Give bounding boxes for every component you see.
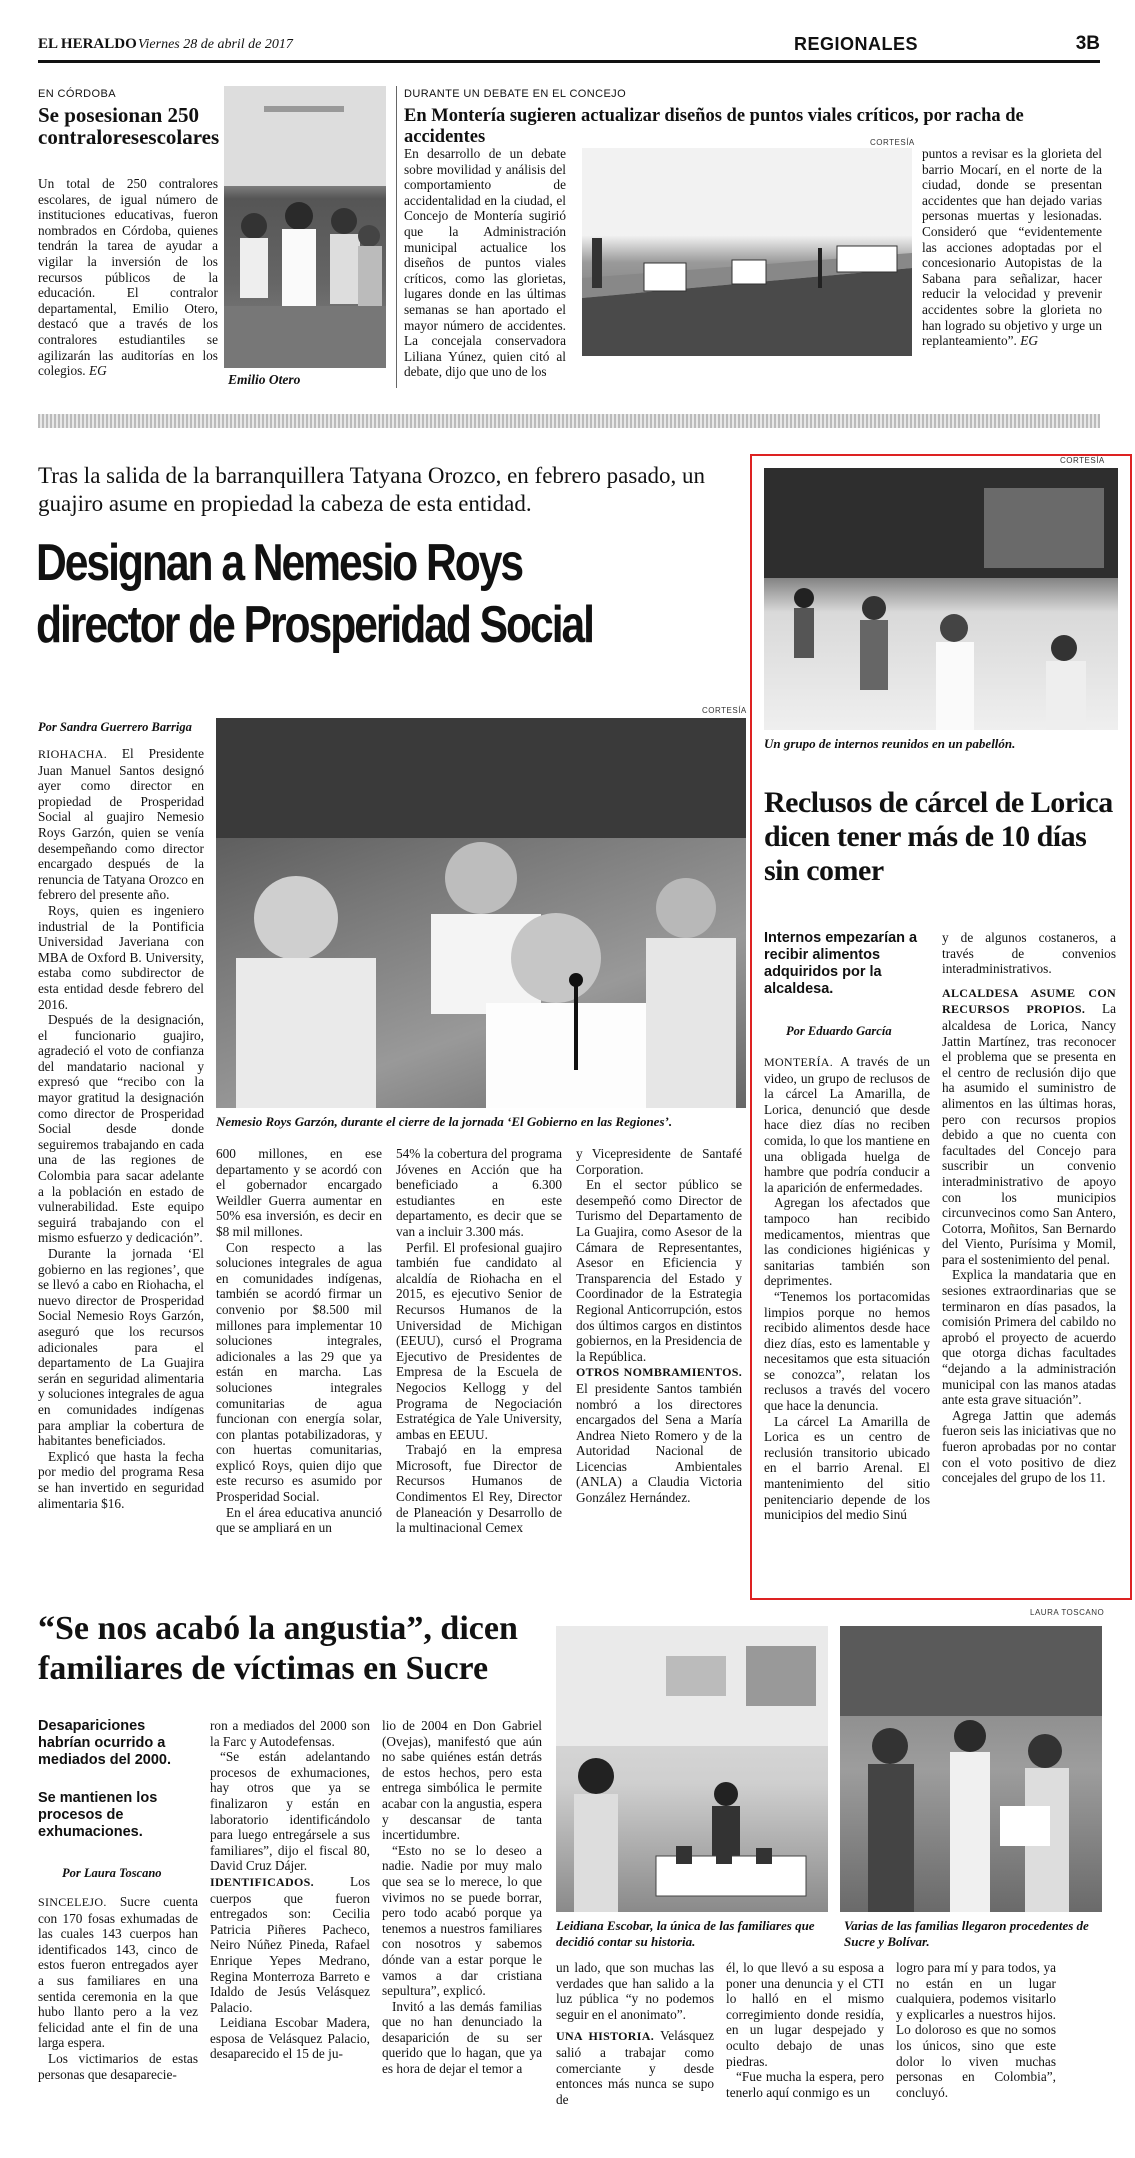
issue-date: Viernes 28 de abril de 2017 (138, 37, 293, 52)
lorica-col2: y de algunos costaneros, a través de convenios interadministrativos. ALCALDESA ASUME CON RECURSOS PROPIOS. La alcaldesa de Lorica, Nancy Jattin Martínez, tras reconocer el problema que se presenta en el centro de reclusión dijo que ha asumido el suministro de alimentos en las últimas horas, pero con recursos propios debido a que no cuenta con facultades del Concejo para suscribir un convenio interadministrativo de apoyo con los municipios circunvecinos como San Antero, Cotorra, Moñitos, San Bernardo del Viento, Purísima y Momil, para el sostenimiento del penal. Explica la mandataria que en sesiones extraordinarias que se terminaron en días pasados, la comisión Primera del cabildo no aprobó el proyecto de acuerdo que otorga dichas facultades “dejando a la administración municipal con las manos atadas ante esta grave situación”. Agrega Jattin que además fueron seis las iniciativas que no fueron aprobadas por no contar con el voto positivo de diez concejales del grupo de los 11. (942, 930, 1116, 1486)
roys-col1: RIOHACHA. El Presidente Juan Manuel Santos designó ayer como director en propiedad de Prosperidad Social al guajiro Nemesio Roys Garzón, quien se venía desempeñando como director encargado después de la renuncia de Tatyana Orozco en febrero del presente año. Roys, quien es ingeniero industrial de la Pontificia Universidad Javeriana con MBA de Oxford B. University, estaba como subdirector de esta entidad desde febrero del 2016. Después de la designación, el funcionario guajiro, agradeció el voto de confianza del mandatario nacional y expresó que “recibo con la mayor gratitud la designación como director de Prosperidad Social desde donde seguiremos trabajando en cada una de las regiones de Colombia para sacar adelante a la población en estado de vulnerabilidad. Este equipo seguirá trabajando con el mismo esfuerzo y dedicación”. Durante la jornada ‘El gobierno en las regiones’, que se llevó a cabo en Riohacha, el nuevo director de Prosperidad Social Nemesio Roys Garzón, aseguró que los recursos adicionales para el departamento de La Guajira serán en seguridad alimentaria y soluciones integrales de agua en comunidades indígenas para ampliar la cobertura de habitantes beneficiados. Explicó que hasta la fecha por medio del programa Resa se han invertido en seguridad alimentaria $16. (38, 746, 204, 1511)
masthead-rule (38, 60, 1100, 63)
families-photo-icon (840, 1626, 1102, 1912)
lorica-col1: MONTERÍA. A través de un video, un grupo de reclusos de la cárcel La Amarilla, de Lorica, denunció que desde hace diez días no reciben comida, lo que los mantiene en una obligada huelga de hambre que podría conducir a la aparición de enfermedades. Agregan los afectados que tampoco han recibido medicamentos, mientras que las condiciones higiénicas y sanitarias también son deprimentes. “Tenemos los portacomidas limpios porque no hemos recibido alimentos desde hace diez días, esto es lamentable y necesitamos que esta situación se conozca”, relatan los reclusos a través del vocero que hace la denuncia. La cárcel La Amarilla de Lorica es un centro de reclusión transitorio ubicado en el barrio Arenal. El mantenimiento del sitio penitenciario depende de los municipios del medio Sinú (764, 1054, 930, 1523)
roys-headline-2: director de Prosperidad Social (36, 596, 593, 654)
monteria-kicker: DURANTE UN DEBATE EN EL CONCEJO (404, 88, 627, 100)
roys-col2: 600 millones, en ese departamento y se acordó con el gobernador encargado Weildler Guerra aumentar en 50% esa inversión, es decir en $8 mil millones. Con respecto a las soluciones integrales de agua en comunidades indígenas, también se acordó firmar un convenio por $8.500 mil millones para implementar 10 soluciones integrales, adicionales a las 29 que ya están en marcha. Las soluciones integrales comunitarias de agua funcionan con energía solar, con plantas potabilizadoras, y con huertas comunitarias, explicó Roys, quien dijo que este recurso es asumido por Prosperidad Social. En el área educativa anunció que se ampliará en un (216, 1146, 382, 1536)
cordoba-headline: Se posesionan 250 contraloresescolares (38, 103, 220, 149)
sucre-credit: LAURA TOSCANO (1030, 1608, 1105, 1617)
lorica-byline: Por Eduardo García (786, 1024, 892, 1038)
sucre-col4: un lado, que son muchas las verdades que han salido a la luz pública “y no podemos seguir en el anonimato”. UNA HISTORIA. Velásquez salió a trabajar como comerciante y desde entonces más nunca se supo de (556, 1960, 714, 2107)
ceremony-photo-icon (556, 1626, 828, 1912)
sucre-col3: lio de 2004 en Don Gabriel (Ovejas), manifestó que aún no sabe quiénes están detrás de estos hechos, pero esta entrega simbólica le permite acabar con la angustia, espera y descansar de tanta incertidumbre. “Esto no se lo deseo a nadie. Nadie por muy malo que sea se lo merece, lo que vivimos no se puede borrar, pero todo acabó porque ya tenemos a nuestros familiares con nosotros y sabemos dónde van a estar porque le vamos a dar cristiana sepultura”, explicó. Invitó a las demás familias que no han denunciado la desaparición de su ser querido que lo hagan, que ya es hora de dejar el temor a (382, 1718, 542, 2077)
sucre-col5: él, lo que llevó a su esposa a poner una denuncia y el CTI lo halló en el mismo corregimiento donde residía, en un lugar despejado y oculto debajo de unas piedras. “Fue mucha la espera, pero tenerlo aquí conmigo es un (726, 1960, 884, 2100)
paper-name: EL HERALDO (38, 36, 137, 52)
sucre-col6: logro para mí y para todos, ya no están en un lugar cualquiera, podemos visitarlo y explicarles a nuestros hijos. Lo doloroso es que no somos los únicos, sino que este dolor lo viven muchas personas en Colombia”, concluyó. (896, 1960, 1056, 2100)
prison-photo-icon (764, 468, 1118, 730)
sucre-caption-2: Varias de las familias llegaron procedentes de Sucre y Bolívar. (844, 1918, 1089, 1949)
masthead (38, 30, 1100, 60)
roys-caption: Nemesio Roys Garzón, durante el cierre de la jornada ‘El Gobierno en las Regiones’. (216, 1114, 673, 1129)
monteria-credit: CORTESÍA (870, 138, 915, 147)
cordoba-photo (224, 86, 386, 368)
sucre-headline-1: “Se nos acabó la angustia”, dicen (38, 1610, 518, 1647)
sucre-headline-2: familiares de víctimas en Sucre (38, 1650, 489, 1687)
roys-byline: Por Sandra Guerrero Barriga (38, 720, 192, 734)
sucre-caption-1: Leidiana Escobar, la única de las familiares que decidió contar su historia. (556, 1918, 815, 1949)
lorica-headline: Reclusos de cárcel de Lorica dicen tener más de 10 días sin comer (764, 786, 1113, 887)
sucre-photo-1 (556, 1626, 828, 1912)
roys-col4: y Vicepresidente de Santafé Corporation. En el sector público se desempeñó como Director de Turismo del Departamento de La Guajira, como Asesor de la Cámara de Representantes, Asesor en Eficiencia y Transparencia del Estado y Coordinador de la Estrategia Regional Anticorrupción, estos dos últimos cargos en distintos gobiernos, en la Presidencia de la República. OTROS NOMBRAMIENTOS. El presidente Santos también nombró a los directores encargados del Sena a María Andrea Nieto Romero y de la Autoridad Nacional de Licencias Ambientales (ANLA) a Claudia Victoria González Hernández. (576, 1146, 742, 1506)
press-event-photo-icon (216, 718, 746, 1108)
lorica-photo (764, 468, 1118, 730)
lorica-caption: Un grupo de internos reunidos en un pabellón. (764, 736, 1016, 751)
page-number: 3B (1075, 33, 1100, 54)
monteria-col1: En desarrollo de un debate sobre movilidad y análisis del comportamiento de accidentalidad en la ciudad, el Concejo de Montería sugirió que la Administración municipal actualice los diseños de puntos viales críticos, como las glorietas, lugares donde en las últimas semanas se han aportado el mayor número de accidentes. La concejala conservadora Liliana Yúnez, quien citó al debate, dijo que uno de los (404, 146, 566, 380)
cordoba-caption: Emilio Otero (228, 372, 301, 387)
monteria-headline: En Montería sugieren actualizar diseños de puntos viales críticos, por racha de accidentes (404, 106, 1024, 147)
lorica-subhead: Internos empezarían a recibir alimentos adquiridos por la alcaldesa. (764, 930, 918, 997)
crowd-photo-icon (224, 86, 386, 368)
monteria-photo (582, 148, 912, 356)
sucre-photo-2 (840, 1626, 1102, 1912)
sucre-col1: SINCELEJO. Sucre cuenta con 170 fosas exhumadas de las cuales 143 cuerpos han identificados 143, cinco de estos fueron entregados ayer a sus familiares en una sentida ceremonia en la que hubo llanto pero a la vez felicidad ante el fin de una larga espera. Los victimarios de estas personas que desaparecie- (38, 1894, 198, 2082)
roys-deck: Tras la salida de la barranquillera Tatyana Orozco, en febrero pasado, un guajiro asume en propiedad la cabeza de esta entidad. (38, 463, 706, 516)
sucre-subhead-1: Desapariciones habrían ocurrido a mediados del 2000. (38, 1718, 171, 1768)
roys-col3: 54% la cobertura del programa Jóvenes en Acción que ha beneficiado a 6.300 estudiantes en este departamento, es decir que se van a incluir 3.300 más. Perfil. El profesional guajiro también fue candidato al alcaldía de Riohacha en el 2015, es ejecutivo Senior de Recursos Humanos de la Universidad de Michigan (EEUU), cursó el Programa Ejecutivo de Presidentes de Empresa de la Escuela de Negocios Kellogg y del Programa de Negociación Estratégica de Yale University, ambas en EEUU. Trabajó en la empresa Microsoft, fue Director de Recursos Humanos de Condimentos El Rey, Director de Planeación y Desarrollo de la multinacional Cemex (396, 1146, 562, 1536)
cordoba-body: Un total de 250 contralores escolares, de igual número de instituciones educativas, fueron nombrados en Córdoba, quienes tendrán la tarea de ayudar a vigilar la inversión de los recursos públicos de la educación. El contralor departamental, Emilio Otero, destacó que a través de los contralores estudiantiles se agilizarán las auditorías en los colegios. EG (38, 176, 218, 379)
roys-credit: CORTESÍA (702, 706, 747, 715)
monteria-col2: puntos a revisar es la glorieta del barrio Mocarí, en el norte de la ciudad, donde se presentan accidentes que han dejado varias personas muertas y lesionadas. Consideró que “evidentemente las acciones adoptadas por el concesionario Autopistas de la Sabana para señalizar, hacer reducir la velocidad y prevenir accidentes sobre la glorieta no han logrado su objetivo y urge un replanteamiento”. EG (922, 146, 1102, 349)
cordoba-divider (396, 86, 397, 388)
sucre-col2: ron a mediados del 2000 son la Farc y Autodefensas. “Se están adelantando procesos de exhumaciones, hay otros que ya se finalizaron y están en laboratorio identificándolo para luego entregársele a sus familiares”, dijo el fiscal 80, David Cruz Dájer. IDENTIFICADOS. Los cuerpos que fueron entregados son: Cecilia Patricia Piñeres Pacheco, Neiro Núñez Pineda, Rafael Enrique Yepes Medrano, Regina Monterroza Barreto e Idaldo de Jesús Velásquez Palacio. Leidiana Escobar Madera, esposa de Velásquez Palacio, desaparecido el 15 de ju- (210, 1718, 370, 2062)
sucre-byline: Por Laura Toscano (62, 1866, 162, 1880)
section-divider (38, 414, 1100, 428)
lorica-credit: CORTESÍA (1060, 456, 1105, 465)
sucre-subhead-2: Se mantienen los procesos de exhumaciones. (38, 1790, 158, 1840)
roys-headline-1: Designan a Nemesio Roys (36, 534, 523, 592)
roys-photo (216, 718, 746, 1108)
cordoba-kicker: EN CÓRDOBA (38, 88, 116, 100)
road-photo-icon (582, 148, 912, 356)
section-name: REGIONALES (794, 34, 919, 54)
